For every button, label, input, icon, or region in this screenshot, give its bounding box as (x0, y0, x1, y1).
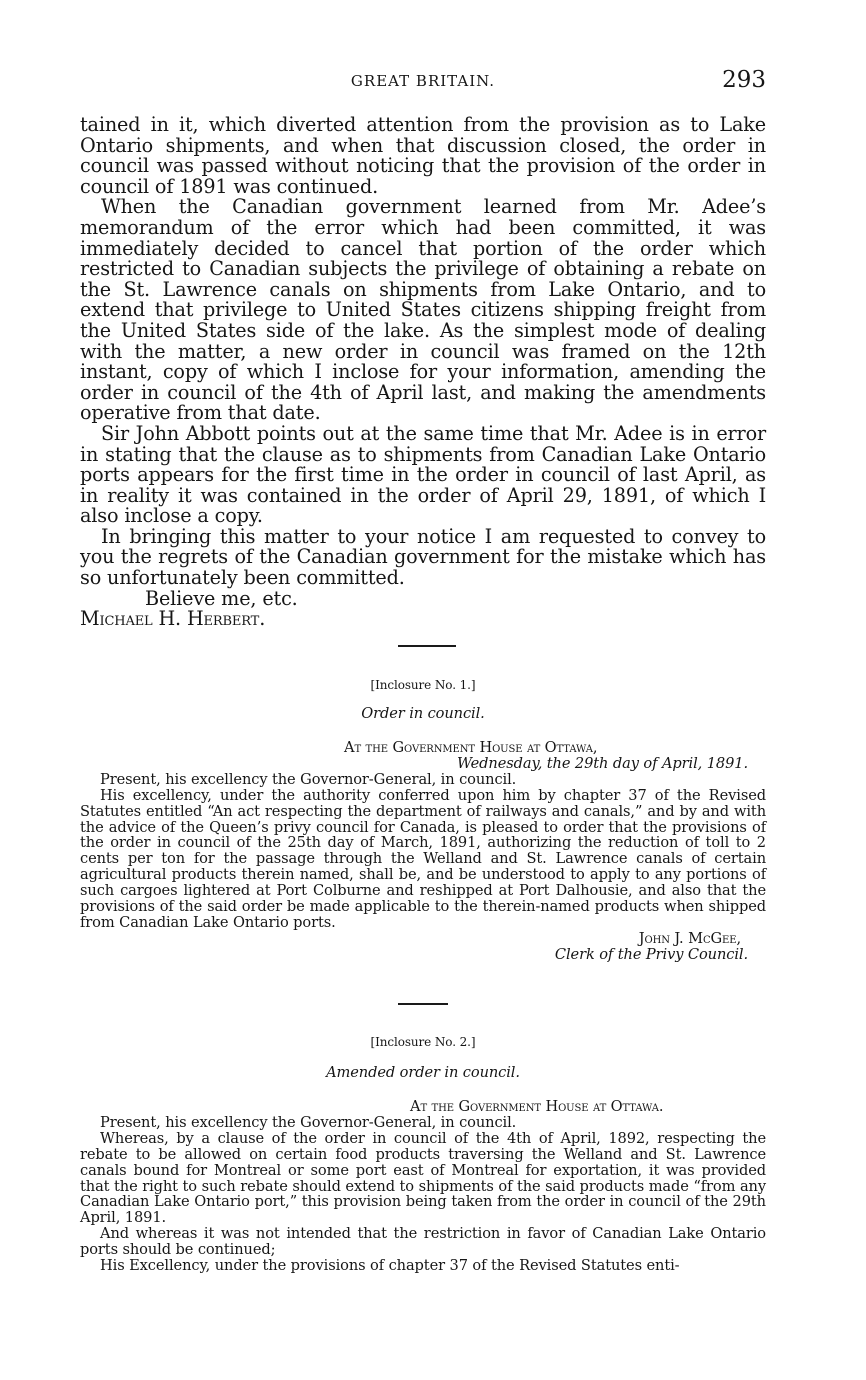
inclosure-1-label: [Inclosure No. 1.] (370, 678, 476, 692)
inclosure-1-date: Wednesday, the 29th day of April, 1891. (456, 754, 748, 772)
inclosure-1-heading (80, 678, 766, 722)
letter-closing: Believe me, etc. (145, 586, 298, 610)
section-divider (398, 1003, 448, 1005)
inclosure-1-paragraph: His excellency, under the authority conferred upon him by chapter 37 of the Revised Statutes entitled “An act respecting the department of railways and canals,” and by and with the advice of the Queen’s privy council for Canada, is pleased to order that the provisions of the order in council of the 25th day of March, 1891, authorizing the reduction of toll to 2 cents per ton for the passage through the Welland and St. Lawrence canals of certain agricultural products therein named, shall be, and be understood to apply to any portions of such cargoes lightered at Port Colburne and reshipped at Port Dalhousie, and also that the provisions of the said order be made applicable to the therein-named products when shipped from Canadian Lake Ontario ports. (80, 786, 766, 931)
page-header (80, 67, 766, 98)
inclosure-1-signer-name: John J. McGee, (638, 929, 741, 947)
inclosure-2-heading (80, 1035, 766, 1081)
section-divider (398, 645, 456, 647)
letter-signature: Michael H. Herbert. (80, 607, 266, 631)
letter-paragraph: tained in it, which diverted attention from the provision as to Lake Ontario shipments, and when that discussion closed, the order in council was passed without noticing that the provision of the order in council of 1891 was continued. (80, 113, 766, 198)
letter-body (80, 115, 766, 630)
inclosure-2-paragraph: And whereas it was not intended that the restriction in favor of Canadian Lake Ontario ports should be continued; (80, 1225, 766, 1259)
inclosure-1-title: Order in council. (361, 704, 485, 722)
inclosure-2-paragraph: His Excellency, under the provisions of chapter 37 of the Revised Statutes enti- (100, 1257, 680, 1275)
inclosure-1-signer-title: Clerk of the Privy Council. (554, 945, 748, 963)
inclosure-2-body (80, 1099, 766, 1274)
running-head: GREAT BRITAIN. (350, 72, 496, 90)
inclosure-1-place: At the Government House at Ottawa, (344, 739, 598, 756)
letter-paragraph: When the Canadian government learned from Mr. Adee’s memorandum of the error which had been committed, it was immediately decided to cancel that portion of the order which restricted to Canadian subjects the privilege of obtaining a rebate on the St. Lawrence canals on shipments from Lake Ontario, and to extend that privilege to United States citizens shipping freight from the United States side of the lake. As the simplest mode of dealing with the matter, a new order in council was framed on the 12th instant, copy of which I inclose for your information, amending the order in council of the 4th of April last, and making the amendments operative from that date. (80, 195, 766, 425)
inclosure-1-body (80, 740, 766, 963)
inclosure-1-paragraph: Present, his excellency the Governor-General, in council. (100, 770, 517, 788)
letter-paragraph: Sir John Abbott points out at the same time that Mr. Adee is in error in stating that the clause as to shipments from Canadian Lake Ontario ports appears for the first time in the order in council of last April, as in reality it was contained in the order of April 29, 1891, of which I also inclose a copy. (80, 421, 766, 528)
inclosure-2-paragraph: Present, his excellency the Governor-General, in council. (100, 1113, 517, 1131)
page-number: 293 (722, 67, 766, 93)
letter-paragraph: In bringing this matter to your notice I am requested to convey to you the regrets of the Canadian government for the mistake which has so unfortunately been committed. (80, 524, 766, 590)
inclosure-2-title: Amended order in council. (326, 1063, 520, 1081)
inclosure-2-label: [Inclosure No. 2.] (370, 1035, 476, 1049)
inclosure-2-paragraph: Whereas, by a clause of the order in council of the 4th of April, 1892, respecting the rebate to be allowed on certain food products traversing the Welland and St. Lawrence canals bound for Montreal or some port east of Montreal for exportation, it was provided that the right to such rebate should extend to shipments of the said products made “from any Canadian Lake Ontario port,” this provision being taken from the order in council of the 29th April, 1891. (80, 1129, 766, 1227)
inclosure-2-place: At the Government House at Ottawa. (410, 1098, 664, 1115)
